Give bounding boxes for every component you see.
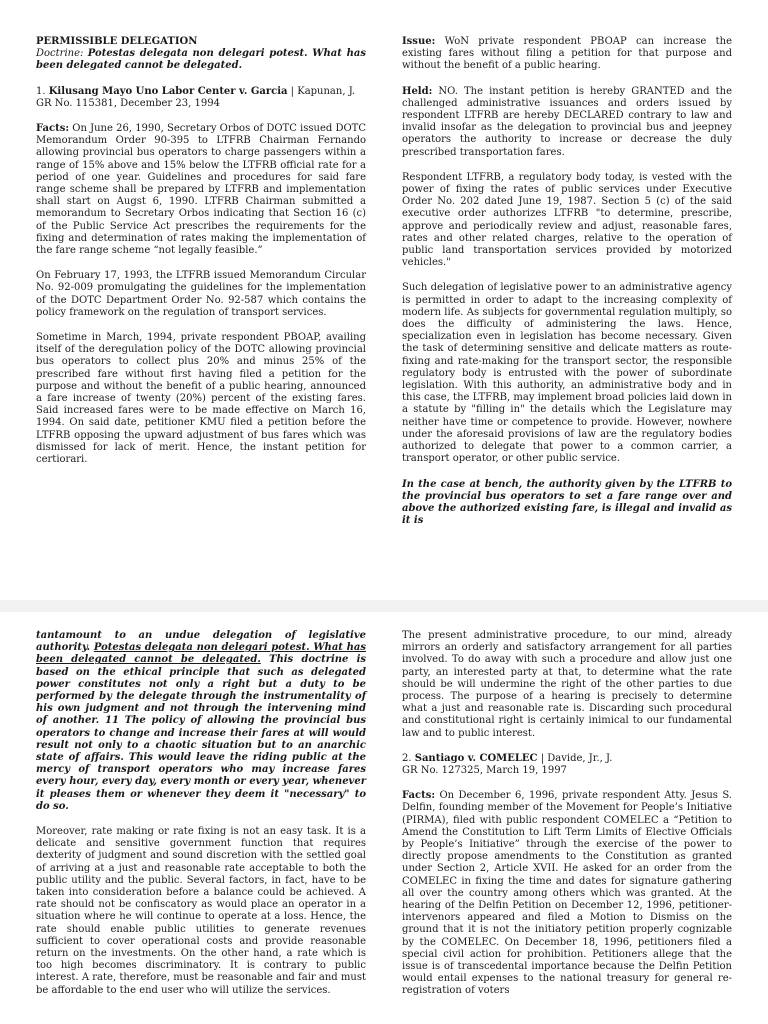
facts-label: Facts:: [36, 123, 70, 135]
issue-label: Issue:: [402, 36, 436, 47]
case-2-facts-text: On December 6, 1996, private respondent Atty. Jesus S. Delfin, founding member of the Movement for People’s Initiative (PIRMA), filed with public respondent COMELEC a “Petition to Amend the Constitution to Lift Term Limits of Elective Officials by People’s Initiative” through the exercise of the power to directly propose amendments to the Constitution as granted under Section 2, Article XVII. He asked for an order from the COMELEC in fixing the time and dates for signature gathering all over the country among others which was granted. At the hearing of the Delfin Petition on December 12, 1996, petitioner-intervenors appeared and filed a Motion to Dismiss on the ground that it is not the initiatory petition properly cognizable by the COMELEC. On December 18, 1996, petitioners filed a special civil action for prohibition. Petitioners allege that the issue is of transcedental importance because the Delfin Petition would entail expenses to the national treasury for general re-registration of voters: [402, 790, 732, 997]
facts-text-1: On June 26, 1990, Secretary Orbos of DOTC issued DOTC Memorandum Order 90-395 to LTFRB Chairman Fernando allowing provincial bus operators to charge passengers within a range of 15% above and 15% below the LTFRB official rate for a period of one year. Guidelines and procedures for said fare range scheme shall be prepared by LTFRB and implementation shall start on Augst 6, 1990. LTFRB Chairman submitted a memorandum to Secretary Orbos indicating that Section 16 (c) of the Public Service Act prescribes the requirements for the fixing and determination of rates making the implementation of the fare range scheme “not legally feasible.”: [36, 123, 366, 257]
case-1-heading: [36, 86, 366, 98]
left-column: [36, 0, 366, 479]
case-2-facts-paragraph: [402, 790, 732, 997]
case-2-facts-label: Facts:: [402, 790, 436, 802]
doctrine-text: Potestas delegata non delegari potest. What has been delegated cannot be delegated.: [36, 48, 366, 72]
issue-text: WoN private respondent PBOAP can increase the existing fares without filing a petition for that purpose and without the benefit of a public hearing.: [402, 36, 732, 72]
issue-paragraph: [402, 36, 732, 73]
section-heading: PERMISSIBLE DELEGATION: [36, 36, 198, 47]
ruling-paragraph-4: In the case at bench, the authority given by the LTFRB to the provincial bus operators to set a fare range over and above the authorized existing fare, is illegal and invalid as it is: [402, 478, 732, 527]
case-1-number: 1.: [36, 85, 46, 97]
facts-paragraph-3: Sometime in March, 1994, private respondent PBOAP, availing itself of the deregulation policy of the DOTC allowing provincial bus operators to collect plus 20% and minus 25% of the prescribed fare without first having filed a petition for the purpose and without the benefit of a public hearing, announced a fare increase of twenty (20%) percent of the existing fares. Said increased fares were to be made effective on March 16, 1994. On said date, petitioner KMU filed a petition before the LTFRB opposing the upward adjustment of bus fares which was dismissed for lack of merit. Hence, the instant petition for certiorari.: [36, 332, 366, 466]
doctrine-label: Doctrine:: [36, 48, 84, 60]
case-2-ponente: | Davide, Jr., J.: [540, 752, 613, 764]
ruling-paragraph-2: Respondent LTFRB, a regulatory body today, is vested with the power of fixing the rates of public services under Executive Order No. 202 dated June 19, 1987. Section 5 (c) of the said executive order authorizes LTFRB "to determine, prescribe, approve and periodically review and adjust, reasonable fares, rates and other related charges, relative to the operation of public land transportation services provided by motorized vehicles.": [402, 171, 732, 269]
doctrine-underlined: Potestas delegata non delegari potest. What has been delegated cannot be delegated.: [36, 642, 366, 666]
doctrine-block: [36, 36, 366, 73]
case-2-heading: [402, 753, 732, 765]
held-paragraph: [402, 86, 732, 159]
case-1-ponente: | Kapunan, J.: [290, 85, 356, 97]
right-column: [402, 612, 732, 1011]
right-column: [402, 0, 732, 540]
case-2-title: Santiago v. COMELEC: [414, 752, 538, 764]
doctrine-explanation: This doctrine is based on the ethical principle that such as delegated power constitutes not only a right but a duty to be performed by the delegate through the instrumentality of his own judgment and not through the intervening mind of another. 11 The policy of allowing the provincial bus operators to change and increase their fares at will would result not only to a chaotic situation but to an anarchic state of affairs. This would leave the riding public at the mercy of transport operators who may increase fares every hour, every day, every month or every year, whenever it pleases them or whenever they deem it "necessary" to do so.: [36, 654, 366, 812]
case-2-gr-number: GR No. 127325, March 19, 1997: [402, 765, 567, 777]
doctrine-paragraph: [36, 630, 366, 813]
facts-paragraph-2: On February 17, 1993, the LTFRB issued Memorandum Circular No. 92-009 promulgating the guidelines for the implementation of the DOTC Department Order No. 92-587 which contains the policy framework on the regulation of transport services.: [36, 270, 366, 318]
case-1-gr-number: GR No. 115381, December 23, 1994: [36, 97, 220, 109]
document-page-2: [0, 612, 768, 1024]
doctrine-intro: tantamount to an undue delegation of legislative authority.: [36, 630, 366, 654]
ruling-paragraph-3: Such delegation of legislative power to an administrative agency is permitted in order to adapt to the increasing complexity of modern life. As subjects for governmental regulation multiply, so does the difficulty of administering the laws. Hence, specialization even in legislation has become necessary. Given the task of determining sensitive and delicate matters as route-fixing and rate-making for the transport sector, the responsible regulatory body is entrusted with the power of subordinate legislation. With this authority, an administrative body and in this case, the LTFRB, may implement broad policies laid down in a statute by "filling in" the details which the Legislature may neither have time or competence to provide. However, nowhere under the aforesaid provisions of law are the regulatory bodies authorized to delegate that power to a common carrier, a transport operator, or other public service.: [402, 282, 732, 465]
facts-paragraph-1: [36, 123, 366, 257]
rate-fixing-paragraph: Moreover, rate making or rate fixing is not an easy task. It is a delicate and sensitive government function that requires dexterity of judgment and sound discretion with the settled goal of arriving at a just and reasonable rate acceptable to both the public utility and the public. Several factors, in fact, have to be taken into consideration before a balance could be achieved. A rate should not be confiscatory as would place an operator in a situation where he will continue to operate at a loss. Hence, the rate should enable public utilities to generate revenues sufficient to cover operational costs and provide reasonable return on the investments. On the other hand, a rate which is too high becomes discriminatory. It is contrary to public interest. A rate, therefore, must be reasonable and fair and must be affordable to the end user who will utilize the services.: [36, 826, 366, 996]
held-label: Held:: [402, 85, 433, 97]
page-separator: [0, 600, 768, 612]
case-2-number: 2.: [402, 752, 412, 764]
procedure-paragraph: The present administrative procedure, to our mind, already mirrors an orderly and satisfactory arrangement for all parties involved. To do away with such a procedure and allow just one party, an interested party at that, to determine what the rate should be will undermine the right of the other parties to due process. The purpose of a hearing is precisely to determine what a just and reasonable rate is. Discarding such procedural and constitutional right is certainly inimical to our fundamental law and to public interest.: [402, 630, 732, 739]
left-column: [36, 612, 366, 1010]
case-1-title: Kilusang Mayo Uno Labor Center v. Garcia: [48, 85, 288, 97]
held-text: NO. The instant petition is hereby GRANTED and the challenged administrative issuances and orders issued by respondent LTFRB are hereby DECLARED contrary to law and invalid insofar as the delegation to provincial bus and jeepney operators the authority to increase or decrease the duly prescribed transportation fares.: [402, 85, 732, 158]
